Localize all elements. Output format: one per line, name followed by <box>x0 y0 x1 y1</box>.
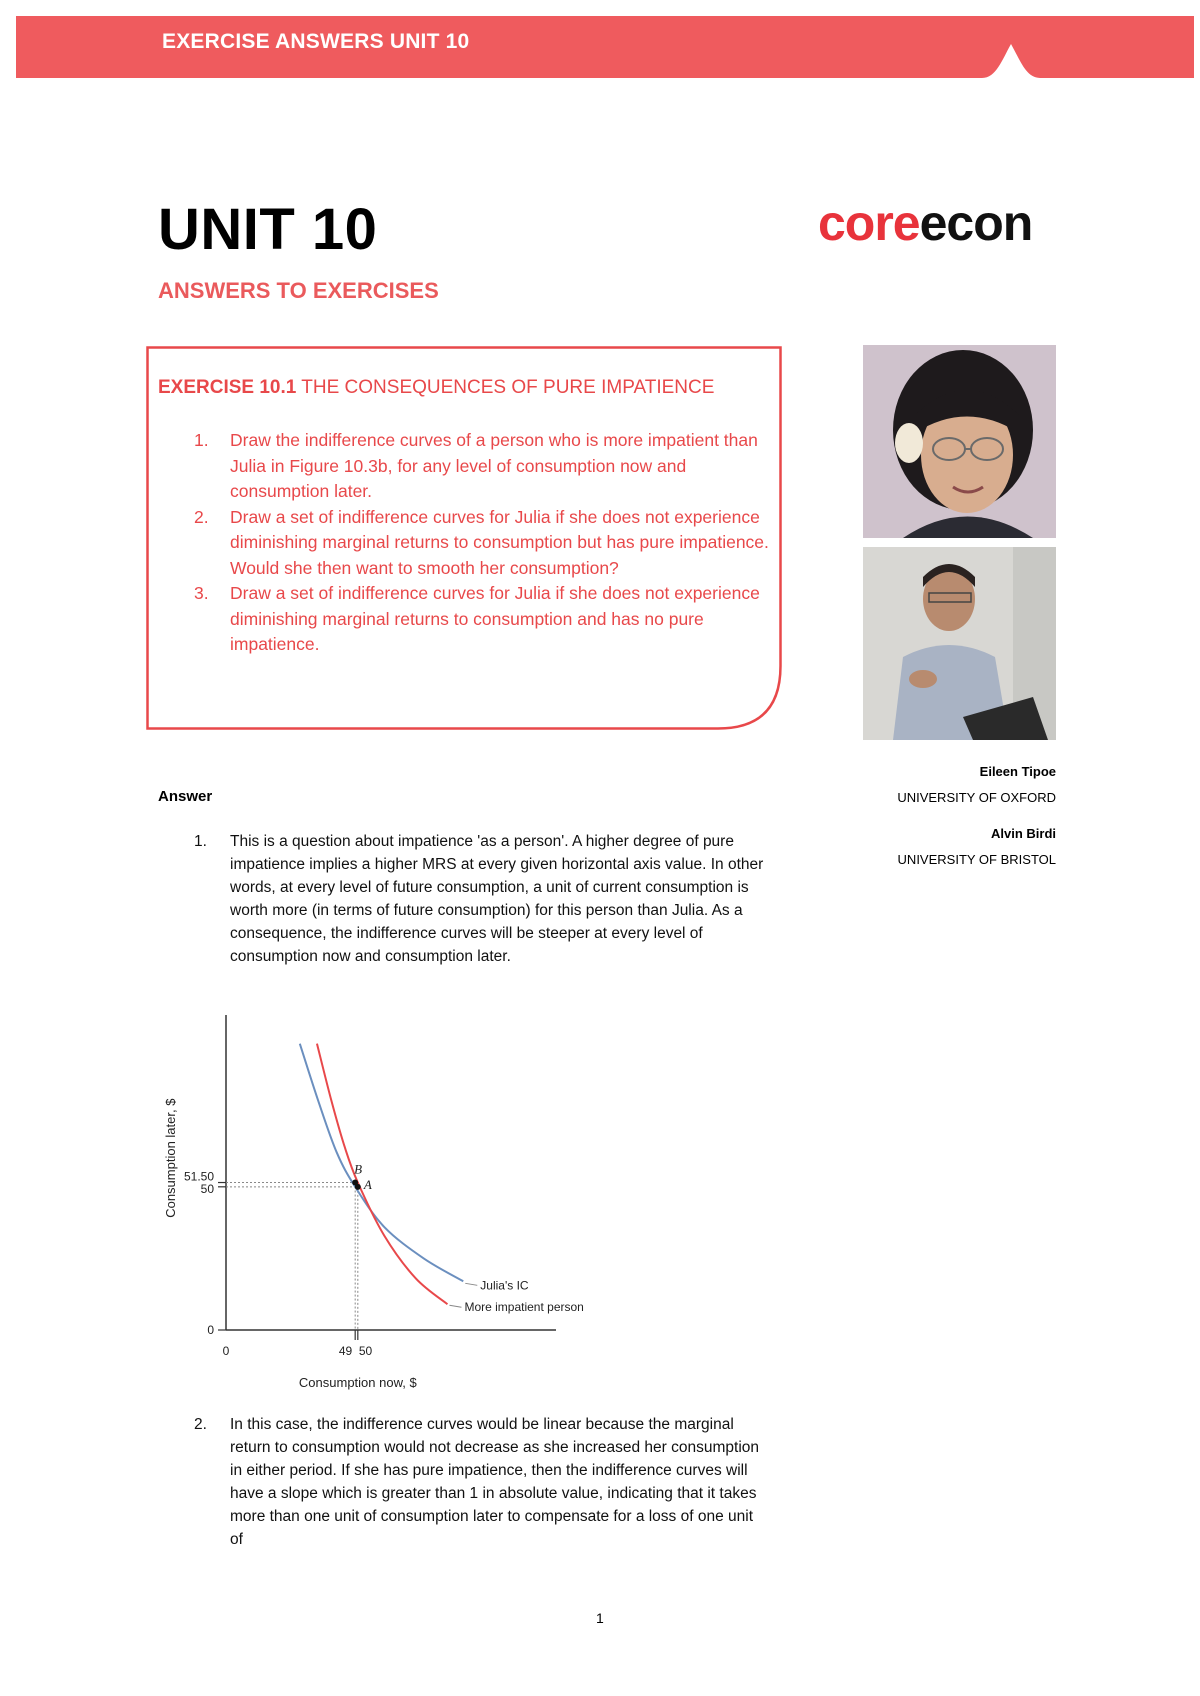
answer-item-text: This is a question about impatience 'as a person'. A higher degree of pure impatience implies a higher MRS at every given horizontal axis value. In other words, at every level of future consumption, a unit of current consumption is worth more (in terms of future consumption) for this person than Julia. As a consequence, the indifference curves will be steeper at every level of consumption now and consumption later. <box>230 833 764 965</box>
answer-list-1 <box>188 830 768 968</box>
impatient-ic-leader <box>449 1305 461 1307</box>
julia-ic-curve <box>300 1044 463 1282</box>
y-tick-label: 50 <box>200 1181 214 1196</box>
y-tick-label: 51.50 <box>183 1169 214 1184</box>
julia-ic-leader <box>465 1283 477 1285</box>
answer-item-number: 2. <box>194 1416 207 1433</box>
author-photo-alvin <box>863 547 1056 740</box>
exercise-item <box>188 505 778 582</box>
point-b <box>352 1180 358 1186</box>
logo-econ: econ <box>919 195 1033 251</box>
exercise-item <box>188 581 778 658</box>
answer-item <box>188 1413 768 1551</box>
page-number: 1 <box>596 1610 604 1626</box>
exercise-item-number: 2. <box>194 506 209 527</box>
author-name: Alvin Birdi <box>990 826 1056 841</box>
author-affiliation: UNIVERSITY OF OXFORD <box>897 790 1056 805</box>
exercise-title <box>158 377 714 399</box>
page-subtitle: ANSWERS TO EXERCISES <box>158 278 439 303</box>
y-axis-label: Consumption later, $ <box>163 1098 178 1218</box>
author-name: Eileen Tipoe <box>979 764 1056 779</box>
impatient-ic-label: More impatient person <box>464 1300 584 1315</box>
answer-heading: Answer <box>158 788 213 805</box>
exercise-item <box>188 428 778 505</box>
answer-list-2 <box>188 1413 768 1551</box>
y-tick-label: 0 <box>207 1323 214 1337</box>
x-tick-label: 49 <box>338 1344 353 1358</box>
point-a-label: A <box>363 1176 372 1192</box>
author-photo-eileen <box>863 345 1056 538</box>
answer-item-number: 1. <box>194 833 207 850</box>
impatient-ic-curve <box>317 1044 448 1305</box>
banner-title: EXERCISE ANSWERS UNIT 10 <box>162 30 470 53</box>
exercise-title-number: EXERCISE 10.1 <box>158 377 297 398</box>
exercise-title-text: THE CONSEQUENCES OF PURE IMPATIENCE <box>296 377 715 398</box>
exercise-item-text: Draw the indifference curves of a person who is more impatient than Julia in Figure 10.3b, for any level of consumption now and consumption later. <box>230 430 758 501</box>
answer-item <box>188 830 768 968</box>
exercise-item-text: Draw a set of indifference curves for Julia if she does not experience diminishing marginal returns to consumption but has pure impatience. Would she then want to smooth her consumption? <box>230 506 769 578</box>
x-tick-label: 50 <box>358 1344 373 1358</box>
exercise-item-number: 3. <box>194 583 209 603</box>
julia-ic-label: Julia's IC <box>480 1278 529 1293</box>
exercise-item-text: Draw a set of indifference curves for Julia if she does not experience diminishing marginal returns to consumption and has no pure impatience. <box>230 583 760 654</box>
indifference-curve-chart <box>160 1005 600 1395</box>
exercise-item-number: 1. <box>194 430 209 450</box>
answer-item-text: In this case, the indifference curves would be linear because the marginal return to consumption would not decrease as she increased her consumption in either period. If she has pure impatience, then the indifference curves will have a slope which is greater than 1 in absolute value, indicating that it takes more than one unit of consumption later to compensate for a loss of one unit of <box>230 1416 760 1548</box>
x-axis-label: Consumption now, $ <box>298 1375 417 1390</box>
exercise-list <box>188 428 778 658</box>
coreecon-logo <box>818 194 1032 252</box>
author-affiliation: UNIVERSITY OF BRISTOL <box>897 852 1056 867</box>
page-title: UNIT 10 <box>158 197 378 262</box>
logo-core: core <box>818 195 920 251</box>
x-tick-label: 0 <box>222 1344 230 1358</box>
point-b-label: B <box>354 1161 363 1177</box>
